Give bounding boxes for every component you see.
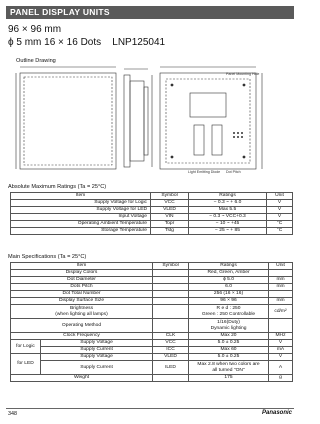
- cell-item: Storage Temperature: [11, 228, 151, 235]
- outline-drawing: [12, 63, 294, 181]
- operating-method: Dynamic lighting: [210, 325, 247, 331]
- cell-unit: mm: [269, 284, 293, 291]
- abs-max-table-wrap: [10, 192, 292, 235]
- table-row: [11, 347, 293, 354]
- brightness-label: Brightness: [69, 306, 94, 312]
- main-spec-title: Main Specifications (Ta = 25°C): [8, 254, 87, 260]
- cell-item: Supply Voltage for Logic: [11, 200, 151, 207]
- front-view-outline: [20, 73, 116, 169]
- cell-symbol: [153, 284, 189, 291]
- cell-item: Display Surface Size: [11, 298, 153, 305]
- model-number: LNP125041: [112, 37, 166, 48]
- cell-symbol: ILED: [153, 361, 189, 375]
- footer-divider: [6, 408, 294, 409]
- table-row: [11, 270, 293, 277]
- abs-max-table: [10, 192, 293, 235]
- cell-item: Input Voltage: [11, 214, 151, 221]
- cell-symbol: [153, 319, 189, 333]
- cell-unit: [269, 319, 293, 333]
- cell-unit: °C: [267, 228, 293, 235]
- cell-unit: V: [267, 200, 293, 207]
- cell-rating: [189, 361, 269, 375]
- cell-unit: V: [269, 340, 293, 347]
- cell-unit: A: [269, 361, 293, 375]
- cell-unit: cd/m²: [269, 305, 293, 319]
- brightness-note: (when lighting all lamps): [55, 311, 108, 317]
- cell-unit: mm: [269, 298, 293, 305]
- cell-symbol: [153, 305, 189, 319]
- cell-rating: 5.0 ± 0.25: [189, 340, 269, 347]
- cell-rating: − 0.3 ~ + 6.0: [189, 200, 267, 207]
- cell-rating: [189, 319, 269, 333]
- annotation-led: Light Emitting Diode: [188, 170, 221, 174]
- cell-item: Supply Voltage for LED: [11, 207, 151, 214]
- table-row: [11, 284, 293, 291]
- col-header-symbol: Symbol: [153, 263, 189, 270]
- group-led: for LED: [11, 354, 41, 375]
- cell-rating: − 0.3 ~ VCC+0.3: [189, 214, 267, 221]
- cell-symbol: [153, 270, 189, 277]
- cell-item: Supply Voltage: [41, 354, 153, 361]
- cell-item: Operating Ambient Temperature: [11, 221, 151, 228]
- cell-unit: MHz: [269, 333, 293, 340]
- col-header-item: Item: [11, 193, 151, 200]
- brand-logo: Panasonic: [261, 410, 292, 416]
- cell-symbol: VCC: [153, 340, 189, 347]
- abs-max-title: Absolute Maximum Ratings (Ta = 25°C): [8, 184, 107, 190]
- cell-symbol: Tstg: [151, 228, 189, 235]
- main-spec-table: [10, 262, 293, 382]
- page-number: 348: [8, 411, 17, 417]
- annotation-dot-pitch: Dot Pitch: [226, 170, 241, 174]
- main-spec-table-wrap: [10, 262, 292, 382]
- cell-rating: 6.0: [189, 284, 269, 291]
- cell-symbol: ICC: [153, 347, 189, 354]
- cell-symbol: VLED: [153, 354, 189, 361]
- cell-item: [11, 305, 153, 319]
- cell-item: Dot Total Number: [11, 291, 153, 298]
- col-header-ratings: Ratings: [189, 263, 269, 270]
- cell-symbol: [153, 291, 189, 298]
- cell-unit: [269, 270, 293, 277]
- cell-symbol: Topr: [151, 221, 189, 228]
- cell-unit: mA: [269, 347, 293, 354]
- table-row: [11, 319, 293, 333]
- cell-item: Weight: [11, 375, 153, 382]
- cell-item: Clock Frequency: [11, 333, 153, 340]
- table-row: [11, 221, 293, 228]
- product-spec-line: [8, 37, 165, 48]
- product-size: 96 × 96 mm: [8, 24, 62, 35]
- cell-item: Display Colors: [11, 270, 153, 277]
- col-header-ratings: Ratings: [189, 193, 267, 200]
- cell-unit: V: [267, 207, 293, 214]
- cell-unit: mm: [269, 277, 293, 284]
- cell-rating: ϕ 5.0: [189, 277, 269, 284]
- cell-unit: V: [269, 354, 293, 361]
- cell-rating: 96 × 96: [189, 298, 269, 305]
- col-header-item: Item: [11, 263, 153, 270]
- table-row: [11, 200, 293, 207]
- cell-rating: Max 60: [189, 347, 269, 354]
- cell-rating: 256 (16 × 16): [189, 291, 269, 298]
- table-row: [11, 207, 293, 214]
- led-current-note1: Max 2.8 when two colors are: [197, 362, 260, 368]
- cell-symbol: VCC: [151, 200, 189, 207]
- cell-rating: − 10 ~ +45: [189, 221, 267, 228]
- table-row: [11, 340, 293, 347]
- cell-item: Supply Current: [41, 361, 153, 375]
- cell-symbol: [153, 375, 189, 382]
- cell-symbol: [153, 298, 189, 305]
- group-logic: for Logic: [11, 340, 41, 354]
- cell-symbol: CLK: [153, 333, 189, 340]
- cell-rating: − 25 ~ + 85: [189, 228, 267, 235]
- cell-unit: V: [267, 214, 293, 221]
- brightness-green: Green : 250 Controllable: [201, 311, 256, 317]
- cell-item: Dots Pitch: [11, 284, 153, 291]
- operating-duty: 1/16(Duty): [217, 320, 240, 326]
- led-current-note2: all turned "ON": [212, 367, 245, 373]
- cell-unit: g: [269, 375, 293, 382]
- col-header-symbol: Symbol: [151, 193, 189, 200]
- cell-rating: Max 5.5: [189, 207, 267, 214]
- table-row: [11, 298, 293, 305]
- cell-rating: 175: [189, 375, 269, 382]
- table-row: [11, 333, 293, 340]
- cell-rating: [189, 305, 269, 319]
- cell-symbol: [153, 277, 189, 284]
- brightness-red: R e d : 250: [216, 306, 241, 312]
- cell-item: Supply Voltage: [41, 340, 153, 347]
- cell-rating: Red, Green, Amber: [189, 270, 269, 277]
- front-view-inner: [24, 77, 112, 165]
- cell-item: Supply Current: [41, 347, 153, 354]
- cell-item: Dot Diameter: [11, 277, 153, 284]
- product-spec: ϕ 5 mm 16 × 16 Dots: [8, 37, 102, 48]
- section-banner: PANEL DISPLAY UNITS: [6, 6, 294, 19]
- outline-drawing-svg: [12, 63, 294, 181]
- cell-item: Operating Method: [11, 319, 153, 333]
- table-row: [11, 291, 293, 298]
- table-row: [11, 228, 293, 235]
- cell-symbol: VLED: [151, 207, 189, 214]
- table-row: [11, 375, 293, 382]
- cell-rating: 5.0 ± 0.25: [189, 354, 269, 361]
- table-row: [11, 214, 293, 221]
- col-header-unit: Unit: [269, 263, 293, 270]
- col-header-unit: Unit: [267, 193, 293, 200]
- annotation-mounting-hole: Panel Mounting Hole: [226, 72, 260, 76]
- table-row: [11, 361, 293, 375]
- cell-symbol: VIN: [151, 214, 189, 221]
- cell-rating: Max 20: [189, 333, 269, 340]
- drawing-label: Outline Drawing: [16, 58, 56, 64]
- table-row: [11, 277, 293, 284]
- table-row: [11, 305, 293, 319]
- cell-unit: [269, 291, 293, 298]
- cell-unit: °C: [267, 221, 293, 228]
- table-row: [11, 354, 293, 361]
